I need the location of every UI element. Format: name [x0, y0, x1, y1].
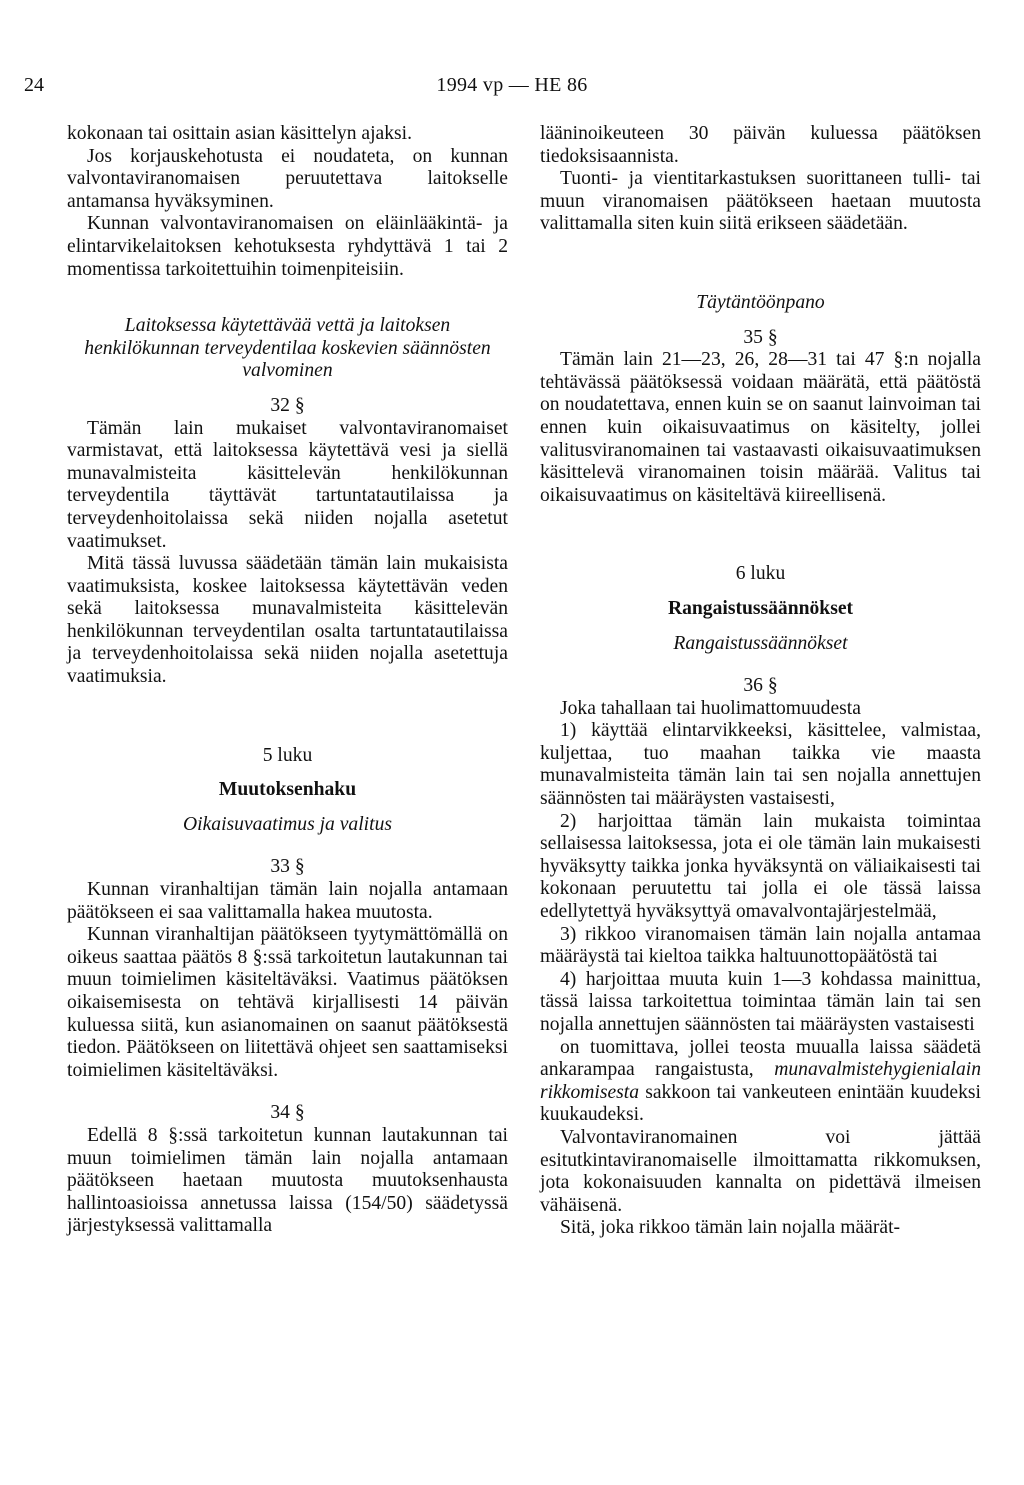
list-item: 4) harjoittaa muuta kuin 1—3 kohdassa mainittua, tässä laissa tarkoitettua toimintaa tämän lain tai sen nojalla annettujen säännösten tai määräysten vastaisesti [540, 968, 981, 1035]
chapter-title: Rangaistussäännökset [667, 597, 854, 619]
section-number: 35 § [743, 326, 778, 348]
section-number: 33 § [270, 856, 305, 878]
left-column [67, 123, 508, 1238]
page-header [0, 74, 1024, 104]
paragraph: Mitä tässä luvussa säädetään tämän lain mukaisista vaatimuksista, koskee laitoksessa käytettävän veden sekä laitoksessa munavalmisteita käsittelevän henkilökunnan terveydentilan osalta tartuntatautilaissa ja terveydenhoitolaissa sekä niiden nojalla asetettuja vaatimuksia. [67, 553, 508, 688]
paragraph: Joka tahallaan tai huolimattomuudesta [560, 697, 861, 719]
section-number: 34 § [270, 1102, 305, 1124]
list-item: 2) harjoittaa tämän lain mukaista toimintaa sellaisessa laitoksessa, jota ei ole tämän lain mukaisesti hyväksytty taikka jonka hyväksyntä on väliaikaisesti tai kokonaan peruutettu tai jolla ei ole tässä laissa edellytettyä hyväksyttyä omavalvontajärjestelmää, [540, 810, 981, 923]
section-heading: Täytäntöönpano [696, 291, 825, 313]
paragraph: Tämän lain mukaiset valvontaviranomaiset varmistavat, että laitoksessa käytettävä vesi ja siellä munavalmisteita käsittelevän henkilökunnan terveydentila täyttävät tartuntatautilaissa ja terveydenhoitolaissa sekä niiden nojalla asetetut vaatimukset. [67, 417, 508, 552]
section-heading: Oikaisuvaatimus ja valitus [183, 813, 392, 835]
paragraph: Jos korjauskehotusta ei noudateta, on kunnan valvontaviranomaisen peruutettava laitokselle antamansa hyväksyminen. [67, 145, 508, 212]
paragraph: kokonaan tai osittain asian käsittelyn ajaksi. [67, 123, 412, 144]
offence-name: munavalmistehygienialain rikkomisesta [540, 1059, 981, 1103]
section-heading: Laitoksessa käytettävää vettä ja laitoksen henkilökunnan terveydentilaa koskevien säännösten valvominen [84, 315, 491, 382]
paragraph: Sitä, joka rikkoo tämän lain nojalla määrät- [560, 1217, 901, 1239]
chapter-number: 5 luku [262, 744, 313, 766]
paragraph: Tuonti- ja vientitarkastuksen suorittaneen tulli- tai muun viranomaisen päätökseen haetaan muutosta valittamalla siten kuin siitä erikseen säädetään. [540, 168, 981, 235]
penalty-text: sakkoon tai vankeuteen enintään kuudeksi kuukaudeksi. [540, 1081, 981, 1126]
paragraph: lääninoikeuteen 30 päivän kuluessa päätöksen tiedoksisaannista. [540, 123, 981, 167]
section-number: 36 § [743, 675, 778, 697]
paragraph: Tämän lain 21—23, 26, 28—31 tai 47 §:n nojalla tehtävässä päätöksessä voidaan määrätä, että päätöstä on noudatettava, ennen kuin se on saanut lainvoiman tai ennen kuin oikaisuvaatimus on käsitelty, jollei valitusviranomainen tai vastaavasti oikaisuvaatimuksen käsittelevä viranomainen toisin määrää. Valitus tai oikaisuvaatimus on käsiteltävä kiireellisenä. [540, 349, 981, 506]
paragraph: Kunnan viranhaltijan päätökseen tyytymättömällä on oikeus saattaa päätös 8 §:ssä tarkoitetun lautakunnan tai muun toimielimen käsiteltäväksi. Vaatimus päätöksen oikaisemisesta on tehtävä kirjallisesti 14 päivän kuluessa siitä, kun asianomainen on saanut päätöksestä tiedon. Päätökseen on liitettävä ohjeet sen saattamiseksi toimielimen käsiteltäväksi. [67, 924, 508, 1081]
list-item: 3) rikkoo viranomaisen tämän lain nojalla antamaa määräystä tai kieltoa taikka haltuunottopäätöstä tai [540, 923, 981, 968]
paragraph: Kunnan viranhaltijan tämän lain nojalla antamaan päätökseen ei saa valittamalla hakea muutosta. [67, 879, 508, 923]
running-head: 1994 vp — HE 86 [436, 74, 588, 96]
paragraph [540, 1037, 981, 1127]
section-heading: Rangaistussäännökset [673, 632, 848, 654]
paragraph: Kunnan valvontaviranomaisen on eläinlääkintä- ja elintarvikelaitoksen kehotuksesta ryhdyttävä 1 tai 2 momentissa tarkoitettuihin toimenpiteisiin. [67, 213, 508, 280]
chapter-title: Muutoksenhaku [218, 779, 357, 801]
section-number: 32 § [270, 394, 305, 416]
paragraph: Edellä 8 §:ssä tarkoitetun kunnan lautakunnan tai muun toimielimen tämän lain nojalla antamaan päätökseen haetaan muutosta muutoksenhausta hallintoasioissa annetussa laissa (154/50) säädetyssä järjestyksessä valittamalla [67, 1124, 508, 1237]
list-item: 1) käyttää elintarvikkeeksi, käsittelee, valmistaa, kuljettaa, tuo maahan taikka vie maasta munavalmisteita tämän lain tai sen nojalla annettujen säännösten tai määräysten vastaisesti, [540, 720, 981, 810]
page-number: 24 [24, 74, 44, 96]
right-column [540, 123, 981, 1240]
chapter-number: 6 luku [735, 563, 786, 585]
penalty-text: on tuomittava, jollei teosta muualla laissa säädetä ankarampaa rangaistusta, [540, 1036, 981, 1081]
paragraph: Valvontaviranomainen voi jättää esitutkintaviranomaiselle ilmoittamatta rikkomuksen, jota kokonaisuuden kannalta on pidettävä ilmeisen vähäisenä. [540, 1126, 981, 1216]
